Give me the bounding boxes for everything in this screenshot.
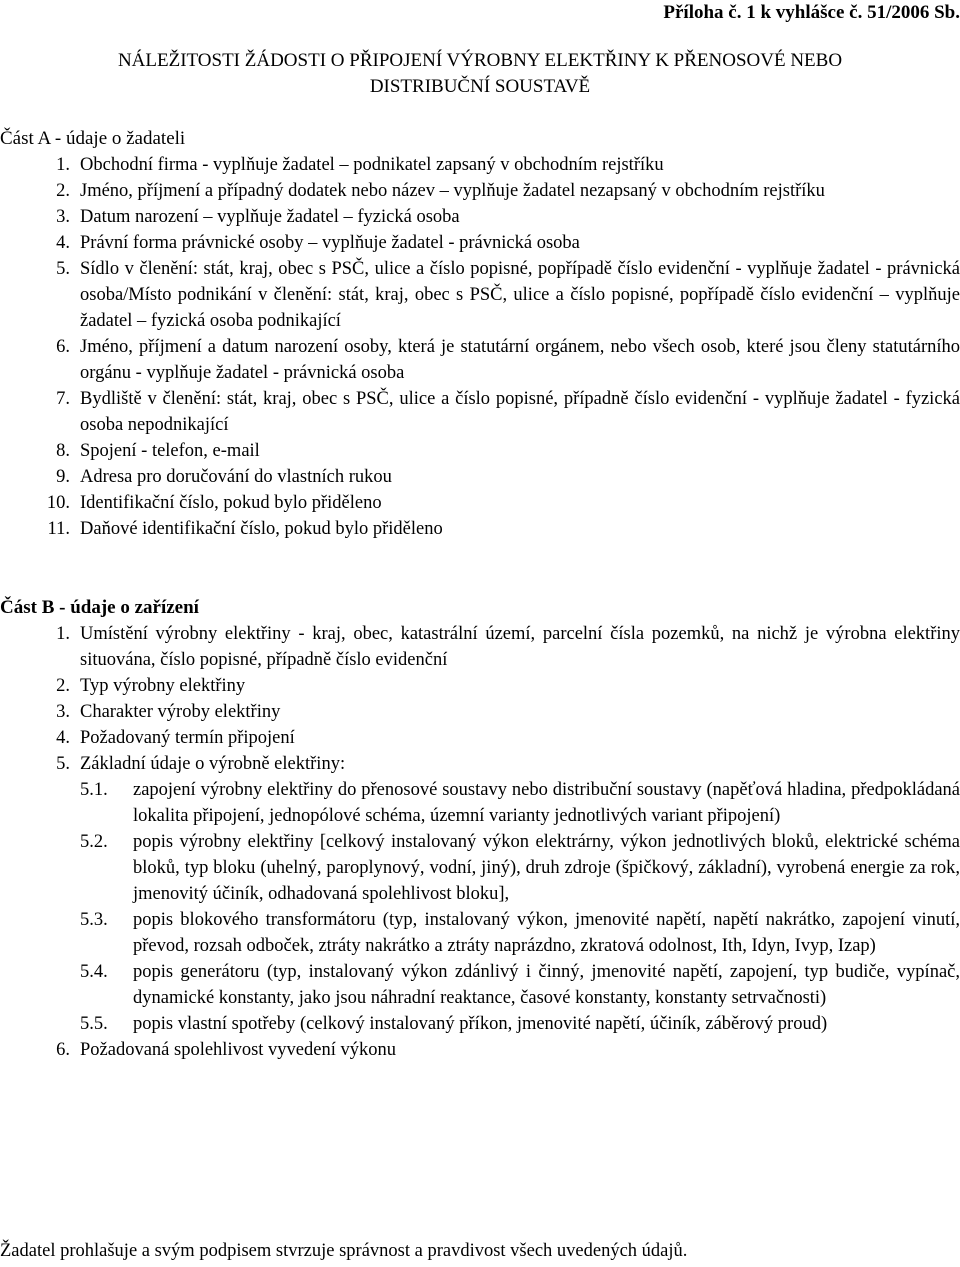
list-item bbox=[0, 516, 960, 542]
title-line-1: NÁLEŽITOSTI ŽÁDOSTI O PŘIPOJENÍ VÝROBNY ELEKTŘINY K PŘENOSOVÉ NEBO bbox=[117, 50, 843, 71]
list-item bbox=[0, 464, 960, 490]
item-text: Právní forma právnické osoby – vyplňuje žadatel - právnická osoba bbox=[80, 233, 580, 253]
list-item bbox=[0, 230, 960, 256]
item-number: 3. bbox=[56, 207, 70, 227]
item-number: 9. bbox=[56, 467, 70, 487]
item-text: Adresa pro doručování do vlastních rukou bbox=[80, 467, 392, 487]
part-a-heading: Část A - údaje o žadateli bbox=[0, 128, 186, 149]
item-number: 6. bbox=[56, 1040, 70, 1060]
list-item bbox=[0, 178, 960, 204]
item-text: Umístění výrobny elektřiny - kraj, obec, katastrální území, parcelní čísla pozemků, na nichž je výrobna elektřiny situována, číslo popisné, případně číslo evidenční bbox=[80, 624, 960, 670]
item-text: Daňové identifikační číslo, pokud bylo přiděleno bbox=[80, 519, 443, 539]
item-text: popis vlastní spotřeby (celkový instalovaný příkon, jmenovité napětí, účiník, záběrový proud) bbox=[133, 1014, 828, 1034]
item-text: Typ výrobny elektřiny bbox=[80, 676, 246, 696]
item-text: Požadovaná spolehlivost vyvedení výkonu bbox=[80, 1040, 396, 1060]
item-number: 3. bbox=[56, 702, 70, 722]
item-text: Jméno, příjmení a případný dodatek nebo název – vyplňuje žadatel nezapsaný v obchodním rejstříku bbox=[80, 181, 825, 201]
list-item bbox=[0, 1037, 960, 1063]
list-item bbox=[0, 673, 960, 699]
sub-list-item bbox=[0, 907, 960, 959]
item-number: 11. bbox=[47, 519, 70, 539]
annex-reference: Příloha č. 1 k vyhlášce č. 51/2006 Sb. bbox=[663, 2, 960, 23]
item-text: popis generátoru (typ, instalovaný výkon zdánlivý i činný, jmenovité napětí, zapojení, typ budiče, vypínač, dynamické konstanty, jako jsou náhradní reaktance, časové konstanty, konstanty setrvačnosti) bbox=[133, 962, 960, 1008]
item-number: 8. bbox=[56, 441, 70, 461]
list-item bbox=[0, 256, 960, 334]
list-item bbox=[0, 204, 960, 230]
item-text: zapojení výrobny elektřiny do přenosové soustavy nebo distribuční soustavy (napěťová hladina, předpokládaná lokalita připojení, jednopólové schéma, územní varianty jednotlivých variant připojení) bbox=[133, 780, 960, 826]
applicant-declaration: Žadatel prohlašuje a svým podpisem stvrzuje správnost a pravdivost všech uvedených údajů. bbox=[0, 1241, 688, 1261]
item-number: 5.5. bbox=[80, 1014, 108, 1034]
item-number: 2. bbox=[56, 181, 70, 201]
list-item bbox=[0, 152, 960, 178]
sub-list-item bbox=[0, 777, 960, 829]
item-text: Požadovaný termín připojení bbox=[80, 728, 295, 748]
item-number: 5. bbox=[56, 259, 70, 279]
title-line-2: DISTRIBUČNÍ SOUSTAVĚ bbox=[369, 76, 591, 97]
item-text: Bydliště v členění: stát, kraj, obec s PSČ, ulice a číslo popisné, případně číslo evidenční - vyplňuje žadatel - fyzická osoba nepodnikající bbox=[80, 389, 960, 435]
item-text: Identifikační číslo, pokud bylo přiděleno bbox=[80, 493, 382, 513]
sub-list-item bbox=[0, 959, 960, 1011]
item-text: Základní údaje o výrobně elektřiny: bbox=[80, 754, 346, 774]
list-item bbox=[0, 386, 960, 438]
sub-list-item bbox=[0, 829, 960, 907]
item-text: Jméno, příjmení a datum narození osoby, která je statutární orgánem, nebo všech osob, které jsou členy statutárního orgánu - vyplňuje žadatel - právnická osoba bbox=[80, 337, 960, 383]
document-title bbox=[0, 48, 960, 100]
part-a-list bbox=[0, 152, 960, 542]
item-text: Datum narození – vyplňuje žadatel – fyzická osoba bbox=[80, 207, 460, 227]
item-number: 5.1. bbox=[80, 780, 108, 800]
list-item bbox=[0, 438, 960, 464]
item-number: 5.3. bbox=[80, 910, 108, 930]
item-number: 1. bbox=[56, 155, 70, 175]
item-number: 10. bbox=[46, 493, 70, 513]
item-number: 1. bbox=[56, 624, 70, 644]
item-text: Charakter výroby elektřiny bbox=[80, 702, 281, 722]
part-b-heading: Část B - údaje o zařízení bbox=[0, 597, 199, 618]
item-number: 7. bbox=[56, 389, 70, 409]
list-item bbox=[0, 334, 960, 386]
item-text: popis blokového transformátoru (typ, instalovaný výkon, jmenovité napětí, napětí nakrátko, zapojení vinutí, převod, rozsah odboček, ztráty nakrátko a ztráty naprázdno, zkratová odolnost, Ith, Idyn, Ivyp, Izap) bbox=[133, 910, 960, 956]
item-number: 5. bbox=[56, 754, 70, 774]
item-number: 5.2. bbox=[80, 832, 108, 852]
sub-list-item bbox=[0, 1011, 960, 1037]
item-text: Sídlo v členění: stát, kraj, obec s PSČ, ulice a číslo popisné, popřípadě číslo evidenční - vyplňuje žadatel - právnická osoba/Místo podnikání v členění: stát, kraj, obec s PSČ, ulice a číslo popisné, popřípadě číslo evidenční – vyplňuje žadatel – fyzická osoba podnikající bbox=[80, 259, 960, 331]
item-text: Spojení - telefon, e-mail bbox=[80, 441, 260, 461]
list-item bbox=[0, 621, 960, 673]
list-item bbox=[0, 699, 960, 725]
list-item bbox=[0, 490, 960, 516]
item-number: 5.4. bbox=[80, 962, 108, 982]
item-number: 6. bbox=[56, 337, 70, 357]
part-b-list bbox=[0, 621, 960, 1063]
item-text: popis výrobny elektřiny [celkový instalovaný výkon elektrárny, výkon jednotlivých bloků, elektrické schéma bloků, typ bloku (uhelný, paroplynový, vodní, jiný), druh zdroje (špičkový, základní), vyrobená energie za rok, jmenovitý účiník, odhadovaná spolehlivost bloku], bbox=[133, 832, 960, 904]
item-number: 4. bbox=[56, 233, 70, 253]
list-item bbox=[0, 725, 960, 751]
item-number: 2. bbox=[56, 676, 70, 696]
item-number: 4. bbox=[56, 728, 70, 748]
item-text: Obchodní firma - vyplňuje žadatel – podnikatel zapsaný v obchodním rejstříku bbox=[80, 155, 664, 175]
list-item bbox=[0, 751, 960, 777]
